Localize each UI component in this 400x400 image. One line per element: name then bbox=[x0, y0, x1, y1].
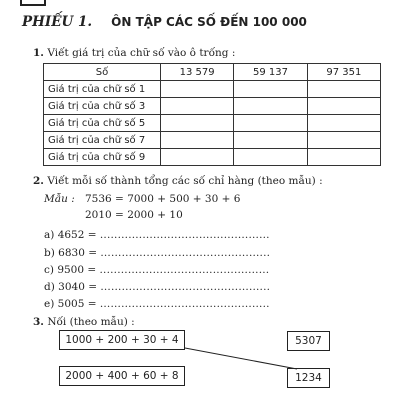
row-label: Giá trị của chữ số 9 bbox=[44, 149, 161, 166]
exercise-label: d) 3040 = bbox=[44, 281, 101, 293]
table-header-cell: Số bbox=[44, 64, 161, 81]
question-1-number: 1. bbox=[33, 47, 44, 59]
exercise-label: b) 6830 = bbox=[44, 247, 101, 259]
matching-line bbox=[185, 348, 297, 369]
left-expression-box[interactable]: 1000 + 200 + 30 + 4 bbox=[59, 330, 185, 350]
answer-blank[interactable]: ................................................ bbox=[100, 247, 271, 259]
question-3-number: 3. bbox=[33, 316, 44, 328]
answer-blank[interactable]: ................................................ bbox=[99, 298, 270, 310]
row-label: Giá trị của chữ số 5 bbox=[44, 115, 161, 132]
row-label: Giá trị của chữ số 7 bbox=[44, 132, 161, 149]
answer-blank[interactable]: ................................................ bbox=[99, 264, 270, 276]
left-expression-box[interactable]: 2000 + 400 + 60 + 8 bbox=[59, 366, 185, 386]
table-header-cell: 13 579 bbox=[161, 64, 234, 81]
question-1-text: Viết giá trị của chữ số vào ô trống : bbox=[47, 47, 236, 59]
right-number-box[interactable]: 5307 bbox=[287, 331, 330, 351]
question-2-text: Viết mỗi số thành tổng các số chỉ hàng (theo mẫu) : bbox=[47, 175, 323, 187]
row-label: Giá trị của chữ số 1 bbox=[44, 81, 161, 98]
sample-label: Mẫu : bbox=[44, 193, 75, 205]
row-label: Giá trị của chữ số 3 bbox=[44, 98, 161, 115]
answer-blank[interactable]: ................................................ bbox=[99, 229, 270, 241]
question-2-number: 2. bbox=[33, 175, 44, 187]
answer-blank[interactable]: ................................................ bbox=[100, 281, 271, 293]
sample-line-2: 2010 = 2000 + 10 bbox=[85, 209, 183, 221]
worksheet-label: PHIẾU 1. bbox=[22, 14, 93, 30]
sample-line-1: 7536 = 7000 + 500 + 30 + 6 bbox=[85, 193, 241, 205]
worksheet-heading: ÔN TẬP CÁC SỐ ĐẾN 100 000 bbox=[111, 15, 307, 29]
exercise-label: e) 5005 = bbox=[44, 298, 100, 310]
exercise-label: c) 9500 = bbox=[44, 264, 100, 276]
exercise-label: a) 4652 = bbox=[44, 229, 100, 241]
question-3-text: Nối (theo mẫu) : bbox=[47, 316, 135, 328]
table-header-cell: 59 137 bbox=[234, 64, 307, 81]
table-header-cell: 97 351 bbox=[307, 64, 380, 81]
right-number-box[interactable]: 1234 bbox=[287, 368, 330, 388]
